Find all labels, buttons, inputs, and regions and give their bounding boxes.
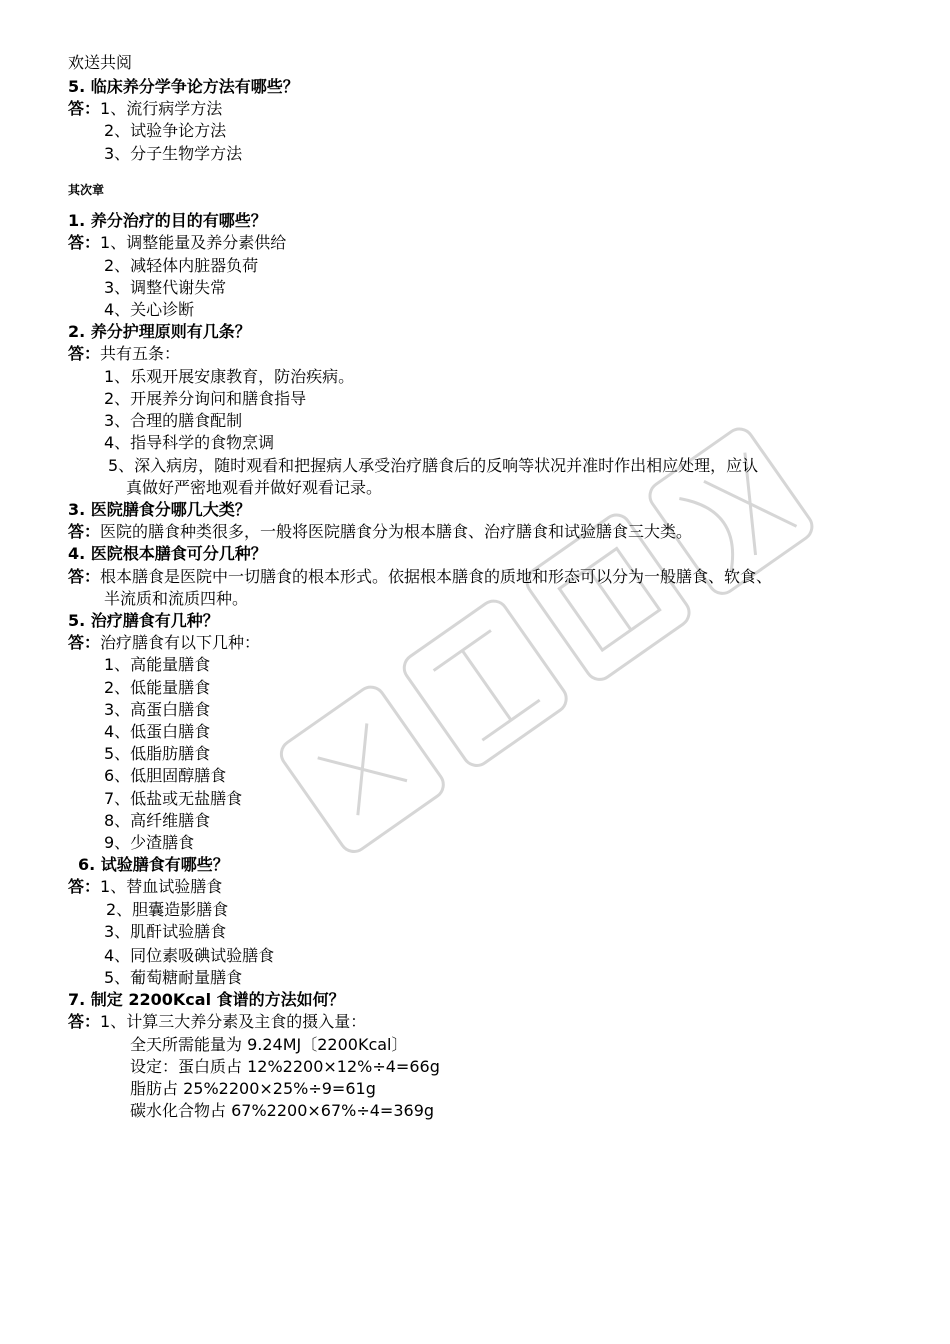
list-item: 1、调整能量及养分素供给 [100,233,287,252]
list-item: 1、计算三大养分素及主食的摄入量： [100,1012,367,1031]
answer-line [68,876,222,898]
list-item: 1、流行病学方法 [100,99,223,118]
list-item: 1、高能量膳食 [104,655,211,674]
question-title: 1. 养分治疗的目的有哪些？ [68,211,267,230]
list-item: 4、关心诊断 [104,300,195,319]
answer-label: 答： [68,567,101,586]
answer-line [68,521,692,543]
calc-line: 碳水化合物占 67%2200×67%÷4=369g [130,1101,435,1120]
list-item: 3、肌酐试验膳食 [104,922,227,941]
answer-line [68,232,286,254]
list-item: 8、高纤维膳食 [104,811,211,830]
list-item: 1、乐观开展安康教育，防治疾病。 [104,367,355,386]
list-item: 5、深入病房，随时观看和把握病人承受治疗膳食后的反响等状况并准时作出相应处理，应认 [108,456,759,475]
question-title: 5. 治疗膳食有几种？ [68,611,219,630]
answer-line [68,566,772,588]
chapter-title: 其次章 [68,183,105,197]
answer-label: 答： [68,633,101,652]
question-title: 7. 制定 2200Kcal 食谱的方法如何？ [68,990,345,1009]
list-item: 2、开展养分询问和膳食指导 [104,389,307,408]
answer-label: 答： [68,522,101,541]
answer-intro: 治疗膳食有以下几种： [100,633,261,652]
list-item: 2、试验争论方法 [104,121,227,140]
answer-text: 医院的膳食种类很多，一般将医院膳食分为根本膳食、治疗膳食和试验膳食三大类。 [100,522,693,541]
list-item: 9、少渣膳食 [104,833,195,852]
answer-text-continuation: 半流质和流质四种。 [104,589,249,608]
watermark-graphic [220,330,920,930]
answer-label: 答： [68,99,101,118]
question-title: 4. 医院根本膳食可分几种？ [68,544,267,563]
answer-intro: 共有五条： [100,344,181,363]
list-item: 4、低蛋白膳食 [104,722,211,741]
answer-line [68,632,260,654]
list-item: 2、减轻体内脏器负荷 [104,256,259,275]
list-item-continuation: 真做好严密地观看并做好观看记录。 [126,478,383,497]
list-item: 5、葡萄糖耐量膳食 [104,968,243,987]
calc-line: 脂肪占 25%2200×25%÷9=61g [130,1079,376,1098]
calc-line: 全天所需能量为 9.24MJ〔2200Kcal〕 [130,1035,408,1054]
list-item: 2、胆囊造影膳食 [106,900,229,919]
list-item: 3、高蛋白膳食 [104,700,211,719]
answer-label: 答： [68,344,101,363]
list-item: 3、合理的膳食配制 [104,411,243,430]
answer-line [68,1011,366,1033]
list-item: 3、分子生物学方法 [104,144,243,163]
list-item: 4、同位素吸碘试验膳食 [104,946,275,965]
question-title: 5. 临床养分学争论方法有哪些？ [68,77,299,96]
calc-line: 设定：蛋白质占 12%2200×12%÷4=66g [130,1057,440,1076]
list-item: 6、低胆固醇膳食 [104,766,227,785]
question-title: 6. 试验膳食有哪些？ [78,855,229,874]
question-title: 2. 养分护理原则有几条？ [68,322,251,341]
answer-label: 答： [68,1012,101,1031]
list-item: 5、低脂肪膳食 [104,744,211,763]
answer-text: 根本膳食是医院中一切膳食的根本形式。依据根本膳食的质地和形态可以分为一般膳食、软食、 [100,567,773,586]
list-item: 1、替血试验膳食 [100,877,223,896]
list-item: 4、指导科学的食物烹调 [104,433,275,452]
page-header: 欢送共阅 [68,53,133,72]
list-item: 3、调整代谢失常 [104,278,227,297]
list-item: 7、低盐或无盐膳食 [104,789,243,808]
answer-line [68,98,222,120]
answer-label: 答： [68,877,101,896]
answer-line [68,343,180,365]
question-title: 3. 医院膳食分哪几大类？ [68,500,251,519]
list-item: 2、低能量膳食 [104,678,211,697]
answer-label: 答： [68,233,101,252]
